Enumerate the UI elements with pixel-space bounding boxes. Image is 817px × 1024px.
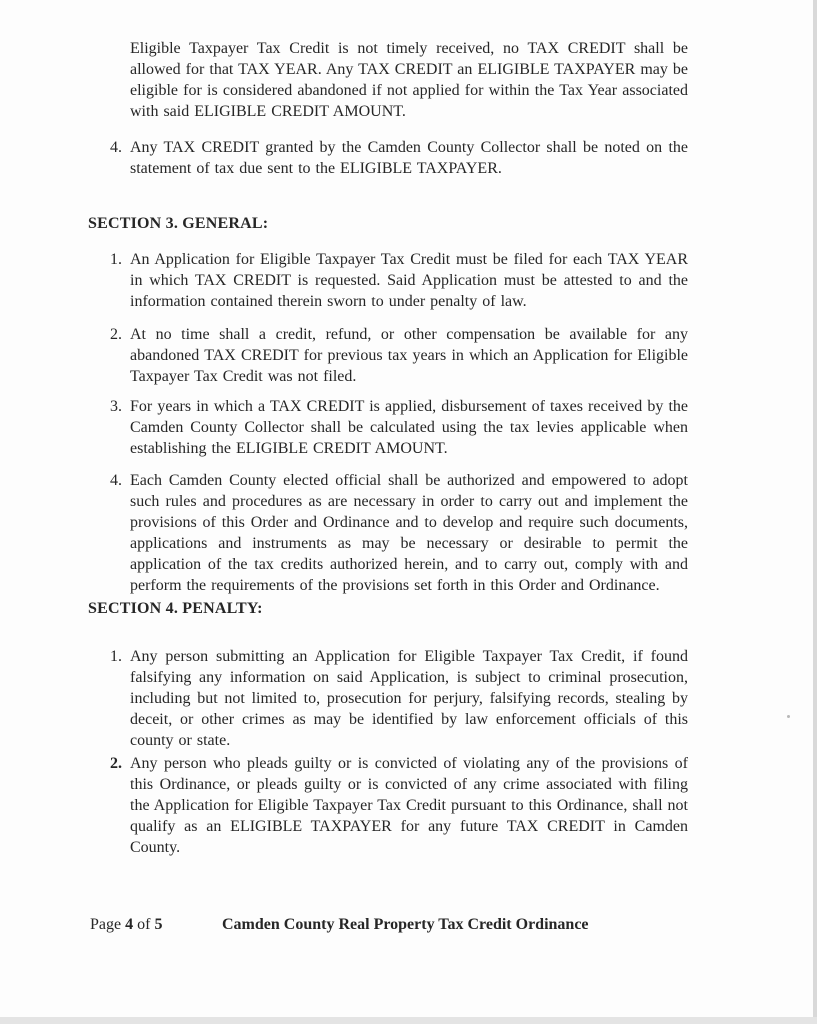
scan-edge-bottom	[0, 1017, 817, 1024]
list-item-s4-1	[110, 646, 688, 751]
page-word: Page	[90, 916, 122, 933]
list-item-s3-1	[110, 249, 688, 312]
intro-continuation-paragraph: Eligible Taxpayer Tax Credit is not timely received, no TAX CREDIT shall be allowed for that TAX YEAR. Any TAX CREDIT an ELIGIBLE TAXPAYER may be eligible for is considered abandoned if not applied for within the Tax Year associated with said ELIGIBLE CREDIT AMOUNT.	[130, 40, 688, 120]
list-item-number: 4.	[110, 472, 122, 489]
page-number-indicator	[90, 916, 162, 934]
scan-speck	[787, 715, 790, 718]
page-number: 4	[125, 916, 134, 933]
list-item-intro-4	[110, 137, 688, 179]
list-item-s3-4	[110, 470, 688, 596]
section-3-heading: SECTION 3. GENERAL:	[88, 215, 269, 232]
list-item-s4-2	[110, 753, 688, 858]
section-4-heading: SECTION 4. PENALTY:	[88, 600, 263, 617]
list-item-number: 3.	[110, 398, 122, 415]
list-item-text: Any TAX CREDIT granted by the Camden County Collector shall be noted on the statement of tax due sent to the ELIGIBLE TAXPAYER.	[130, 139, 688, 177]
list-item-text: An Application for Eligible Taxpayer Tax Credit must be filed for each TAX YEAR in which TAX CREDIT is requested. Said Application must be attested to and the information contained therein sworn to under penalty of law.	[130, 251, 688, 310]
list-item-number: 1.	[110, 251, 122, 268]
list-item-text: Each Camden County elected official shall be authorized and empowered to adopt such rules and procedures as are necessary in order to carry out and implement the provisions of this Order and Ordinance and to develop and require such documents, applications and instruments as may be necessary or desirable to permit the application of the tax credits authorized herein, and to carry out, comply with and perform the requirements of the provisions set forth in this Order and Ordinance.	[130, 472, 688, 594]
list-item-s3-3	[110, 396, 688, 459]
list-item-s3-2	[110, 324, 688, 387]
list-item-number: 1.	[110, 648, 122, 665]
list-item-text: For years in which a TAX CREDIT is applied, disbursement of taxes received by the Camden County Collector shall be calculated using the tax levies applicable when establishing the ELIGIBLE CREDIT AMOUNT.	[130, 398, 688, 457]
list-item-text: At no time shall a credit, refund, or other compensation be available for any abandoned TAX CREDIT for previous tax years in which an Application for Eligible Taxpayer Tax Credit was not filed.	[130, 326, 688, 385]
list-item-number: 2.	[110, 755, 122, 772]
total-pages: 5	[154, 916, 163, 933]
list-item-number: 2.	[110, 326, 122, 343]
list-item-text: Any person who pleads guilty or is convicted of violating any of the provisions of this Ordinance, or pleads guilty or is convicted of any crime associated with filing the Application for Eligible Taxpayer Tax Credit pursuant to this Ordinance, shall not qualify as an ELIGIBLE TAXPAYER for any future TAX CREDIT in Camden County.	[130, 755, 688, 856]
list-item-number: 4.	[110, 139, 122, 156]
footer-document-title: Camden County Real Property Tax Credit Ordinance	[222, 916, 589, 933]
scan-edge-right	[813, 0, 817, 1024]
of-word: of	[137, 916, 151, 933]
list-item-text: Any person submitting an Application for Eligible Taxpayer Tax Credit, if found falsifying any information on said Application, is subject to criminal prosecution, including but not limited to, prosecution for perjury, falsifying records, stealing by deceit, or other crimes as may be identified by law enforcement officials of this county or state.	[130, 648, 688, 749]
